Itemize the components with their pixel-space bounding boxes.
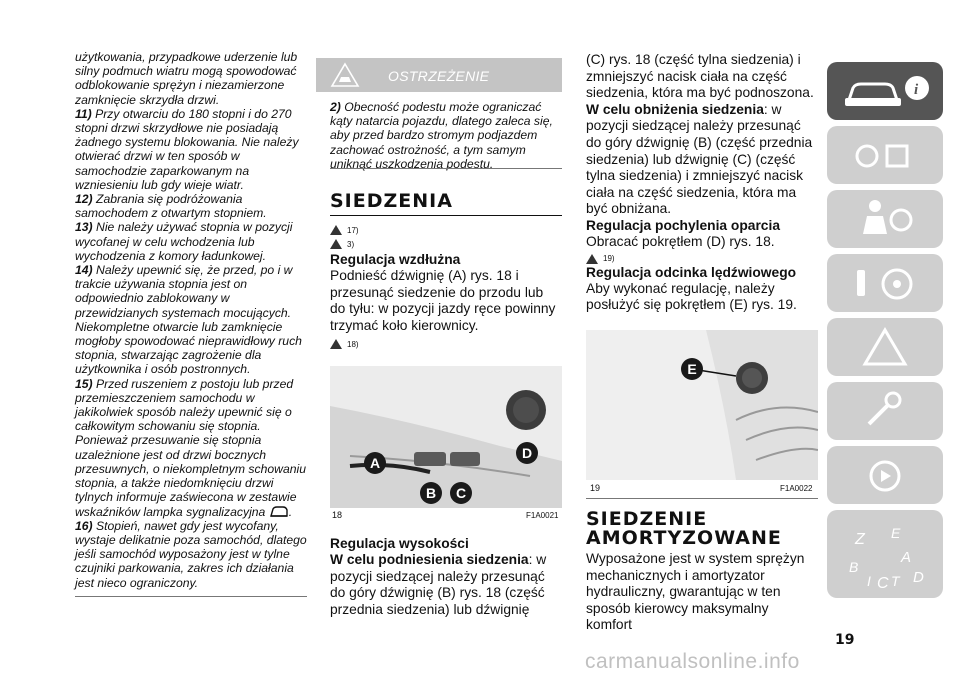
left-column <box>75 50 307 590</box>
callout-d: D <box>516 442 538 464</box>
index-letter-d: D <box>913 569 924 586</box>
warning-number: 2) <box>330 100 341 114</box>
warning-car-icon <box>330 62 360 88</box>
callout-e: E <box>681 358 703 380</box>
tab-vehicle-info[interactable] <box>827 62 943 120</box>
subheading-backrest: Regulacja pochylenia oparcia <box>586 217 780 233</box>
index-letter-e: E <box>891 525 901 541</box>
warning-rule <box>330 168 562 169</box>
car-info-icon <box>827 62 943 120</box>
text-raise-seat: W celu podniesienia siedzenia: w pozycji siedzącej należy przesunąć do góry dźwignię (B) rys. 18 (część przednia siedzenia) lub dźwignię <box>330 552 547 617</box>
index-letter-i: I <box>867 573 871 589</box>
index-letter-z: Z <box>855 531 865 548</box>
text-lumbar: Aby wykonać regulację, należy posłużyć się pokrętłem (E) rys. 19. <box>586 280 797 313</box>
ref-3: 3) <box>330 238 562 250</box>
text-amortized: Wyposażone jest w system sprężyn mechanicznych i amortyzator hydrauliczny, gwarantując w ten sposób kierowcy maksymalny komfort <box>586 551 805 633</box>
intro-text: użytkowania, przypadkowe uderzenie lub silny podmuch wiatru mogą spowodować odblokowanie sprężyn i niezamierzone zamknięcie skrzydła drzwi. <box>75 50 298 107</box>
maintenance-icon <box>827 382 943 440</box>
section-title-amortized-l2: AMORTYZOWANE <box>586 527 782 549</box>
tab-dashboard[interactable] <box>827 126 943 184</box>
tab-starting-driving[interactable] <box>827 254 943 312</box>
middle-column <box>330 192 562 350</box>
index-letter-a: A <box>901 549 912 566</box>
text-longitudinal: Podnieść dźwignię (A) rys. 18 i przesunąć siedzenie do przodu lub do tyłu: w pozycji jazdy ręce powinny trzymać koło kierownicy. <box>330 268 556 333</box>
text-raise-continued: (C) rys. 18 (część tylna siedzenia) i zmniejszyć nacisk ciała na część siedzenia, która ma być podnoszona. <box>586 52 814 101</box>
note-15: 15) Przed ruszeniem z postoju lub przed przemieszczeniem samochodu w jakikolwiek sposób należy upewnić się o całkowitym schowaniu się stopnia. Ponieważ przesuwanie się stopnia uzależnione jest od drzwi bocznych przesuwnych, o niekompletnym schowaniu stopnia, a także niedomknięciu drzwi tylnych informuje zaświecona w zestawie wskaźników lampka sygnalizacyjna . <box>75 376 306 519</box>
figure-18-seat-levers <box>330 366 562 508</box>
starting-driving-icon <box>827 254 943 312</box>
index-icon <box>827 510 943 598</box>
warning-header <box>316 58 562 92</box>
section-rule <box>330 215 562 216</box>
note-13: 13) Nie należy używać stopnia w pozycji wycofanej w celu wchodzenia lub wychodzenia z komory ładunkowej. <box>75 220 293 263</box>
warning-triangle-icon <box>586 254 598 264</box>
text-backrest: Obracać pokrętłem (D) rys. 18. <box>586 233 775 249</box>
subheading-lumbar: Regulacja odcinka lędźwiowego <box>586 264 797 280</box>
note-14: 14) Należy upewnić się, że przed, po i w trakcie używania stopnia jest on odpowiednio zablokowany w przewidzianych systemach mocujących. Niekompletne otwarcie lub zamknięcie mogłoby spowodować nieprawidłowy ruch stopnia, stwarzając zagrożenie dla użytkownika i osób postronnych. <box>75 263 302 377</box>
section-title-siedzenia: SIEDZENIA <box>330 190 453 212</box>
warning-text: Obecność podestu może ograniczać kąty natarcia pojazdu, dlatego zaleca się, aby przed bardzo stromym podjazdem zachować ostrożność, a tym samym uniknąć uszkodzenia podestu. <box>330 100 553 171</box>
callout-c: C <box>450 482 472 504</box>
callout-a: A <box>364 452 386 474</box>
caution-triangle-icon <box>330 239 342 249</box>
safety-airbag-icon <box>827 190 943 248</box>
page-number: 19 <box>835 632 855 648</box>
callout-b: B <box>420 482 442 504</box>
warning-triangle-icon <box>330 339 342 349</box>
figure-19-lumbar-knob <box>586 330 818 480</box>
multimedia-icon <box>827 446 943 504</box>
emergency-triangle-icon <box>827 318 943 376</box>
note-12: 12) Zabrania się podróżowania samochodem z otwartym stopniem. <box>75 192 267 221</box>
ref-17: 17) <box>330 224 562 236</box>
figure-18-number: 18 <box>332 510 343 520</box>
section-title-amortized-l1: SIEDZENIE <box>586 508 708 530</box>
subheading-longitudinal: Regulacja wzdłużna <box>330 252 461 267</box>
svg-text:i: i <box>914 82 919 98</box>
warning-box <box>330 100 562 171</box>
ref-18: 18) <box>330 338 562 350</box>
tab-index[interactable] <box>827 510 943 598</box>
lumbar-illustration <box>586 330 818 480</box>
note-16: 16) Stopień, nawet gdy jest wycofany, wystaje delikatnie poza samochód, dlatego jeśli samochód wyposażony jest w tylne czujniki parkowania, zakres ich działania jest nieco ograniczony. <box>75 518 307 590</box>
text-lower-seat: W celu obniżenia siedzenia: w pozycji siedzącej należy przesunąć do góry dźwignię (B) (część przednia siedzenia) lub dźwignię (C) (część tylna siedzenia) i zmniejszyć nacisk ciała na część siedzenia, która ma być obniżana. <box>586 101 813 217</box>
dashboard-lights-icon <box>827 126 943 184</box>
right-column-bottom <box>586 510 818 634</box>
figure-19-rule <box>586 498 818 499</box>
index-letter-t: T <box>891 573 900 589</box>
tab-emergency[interactable] <box>827 318 943 376</box>
subheading-height: Regulacja wysokości <box>330 536 469 551</box>
middle-column-bottom <box>330 536 562 618</box>
door-warning-light-icon <box>269 505 289 518</box>
tab-maintenance[interactable] <box>827 382 943 440</box>
index-letter-c: C <box>877 575 889 592</box>
tab-multimedia[interactable] <box>827 446 943 504</box>
seat-side-illustration <box>330 366 562 508</box>
tab-safety[interactable] <box>827 190 943 248</box>
index-letter-b: B <box>849 559 859 575</box>
figure-19-number: 19 <box>590 483 601 493</box>
watermark-text: carmanualsonline.info <box>585 650 800 673</box>
warning-title: OSTRZEŻENIE <box>388 68 490 84</box>
right-column <box>586 52 818 314</box>
figure-19-code: F1A0022 <box>780 484 813 493</box>
figure-18-code: F1A0021 <box>526 511 559 520</box>
note-11: 11) Przy otwarciu do 180 stopni i do 270 stopni drzwi skrzydłowe nie posiadają żadnego systemu blokowania. Nie należy otwierać drzwi w ten sposób w samochodzie zaparkowanym na wzniesieniu lub gdy wieje wiatr. <box>75 106 299 192</box>
warning-triangle-icon <box>330 225 342 235</box>
ref-19: 19) <box>586 253 818 265</box>
